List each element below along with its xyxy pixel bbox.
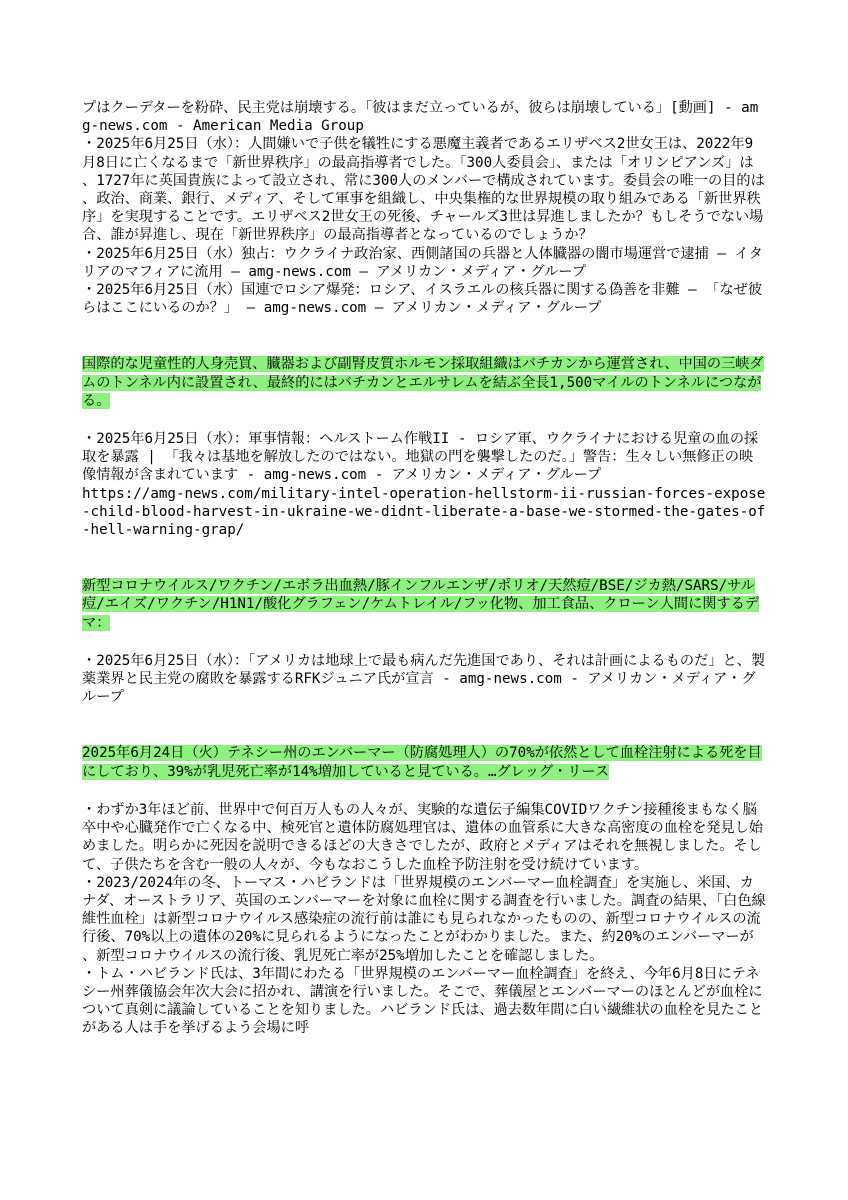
spacer — [82, 317, 766, 355]
highlighted-heading — [82, 355, 766, 410]
news-paragraph: ・2025年6月25日（水）：「アメリカは地球上で最も病んだ先進国であり、それは計画によるものだ」と、製薬業界と民主党の腐敗を暴露するRFKジュニア氏が宣言 - amg-news.com - アメリカン・メディア・グループ — [82, 652, 766, 706]
spacer — [82, 539, 766, 577]
highlight-text: 新型コロナウイルス/ワクチン/エボラ出血熱/豚インフルエンザ/ポリオ/天然痘/BSE/ジカ熱/SARS/サル痘/エイズ/ワクチン/H1N1/酸化グラフェン/ケムトレイル/フッ化物、加工食品、クローン人間に関するデマ： — [82, 578, 760, 631]
highlight-text: 国際的な児童性的人身売買、臓器および副腎皮質ホルモン採取組織はバチカンから運営され、中国の三峡ダムのトンネル内に設置され、最終的にはバチカンとエルサレムを結ぶ全長1,500マイルのトンネルにつながる。 — [82, 356, 764, 409]
spacer — [82, 781, 766, 801]
news-paragraph: ・わずか3年ほど前、世界中で何百万人もの人々が、実験的な遺伝子編集COVIDワクチン接種後まもなく脳卒中や心臓発作で亡くなる中、検死官と遺体防腐処理官は、遺体の血管系に大きな高密度の血栓を発見し始めました。明らかに死因を説明できるほどの大きさでしたが、政府とメディアはそれを無視しました。そして、子供たちを含む一般の人々が、今もなおこうした血栓予防注射を受け続けています。 ・2023/2024年の冬、トーマス・ハビランドは「世界規模のエンバーマー血栓調査」を実施し、米国、カナダ、オーストラリア、英国のエンバーマーを対象に血栓に関する調査を行いました。調査の結果、「白色線維性血栓」は新型コロナウイルス感染症の流行前は誰にも見られなかったものの、新型コロナウイルスの流行後、70%以上の遺体の20%に見られるようになったことがわかりました。また、約20%のエンバーマーが、新型コロナウイルスの流行後、乳児死亡率が25%増加したことを確認しました。 ・トム・ハビランド氏は、3年間にわたる「世界規模のエンバーマー血栓調査」を終え、今年6月8日にテネシー州葬儀協会年次大会に招かれ、講演を行いました。そこで、葬儀屋とエンバーマーのほとんどが血栓について真剣に議論していることを知りました。ハビランド氏は、過去数年間に白い繊維状の血栓を見たことがある人は手を挙げるよう会場に呼 — [82, 801, 766, 1037]
highlight-text: 2025年6月24日（火）テネシー州のエンバーマー（防腐処理人）の70%が依然として血栓注射による死を目にしており、39%が乳児死亡率が14%増加していると見ている。…グレッグ・リース — [82, 745, 762, 780]
spacer — [82, 706, 766, 744]
document-body — [82, 99, 766, 1038]
highlighted-heading — [82, 744, 766, 780]
spacer — [82, 410, 766, 430]
spacer — [82, 632, 766, 652]
news-paragraph: プはクーデターを粉砕、民主党は崩壊する。「彼はまだ立っているが、彼らは崩壊している」[動画] - amg-news.com - American Media Group ・2025年6月25日（水）：人間嫌いで子供を犠牲にする悪魔主義者であるエリザベス2世女王は、2022年9月8日に亡くなるまで「新世界秩序」の最高指導者でした。「300人委員会」、または「オリンピアンズ」は、1727年に英国貴族によって設立され、常に300人のメンバーで構成されています。委員会の唯一の目的は、政治、商業、銀行、メディア、そして軍事を組織し、中央集権的な世界規模の取り組みである「新世界秩序」を実現することです。エリザベス2世女王の死後、チャールズ3世は昇進しましたか？もしそうでない場合、誰が昇進し、現在「新世界秩序」の最高指導者となっているのでしょうか？ ・2025年6月25日（水）独占：ウクライナ政治家、西側諸国の兵器と人体臓器の闇市場運営で逮捕 — イタリアのマフィアに流用 — amg-news.com — アメリカン・メディア・グループ ・2025年6月25日（水）国連でロシア爆発：ロシア、イスラエルの核兵器に関する偽善を非難 — 「なぜ彼らはここにいるのか？」 — amg-news.com — アメリカン・メディア・グループ — [82, 100, 765, 317]
news-paragraph: ・2025年6月25日（水）：軍事情報：ヘルストーム作戦II - ロシア軍、ウクライナにおける児童の血の採取を暴露 | 「我々は基地を解放したのではない。地獄の門を襲撃したのだ。」警告：生々しい無修正の映像情報が含まれています - amg-news.com - アメリカン・メディア・グループ https://amg-news.com/military-intel-operation-hellstorm-ii-russian-forces-expose-child-blood-harvest-in-ukraine-we-didnt-liberate-a-base-we-stormed-the-gates-of-hell-warning-grap/ — [82, 431, 766, 539]
highlighted-heading — [82, 577, 766, 632]
